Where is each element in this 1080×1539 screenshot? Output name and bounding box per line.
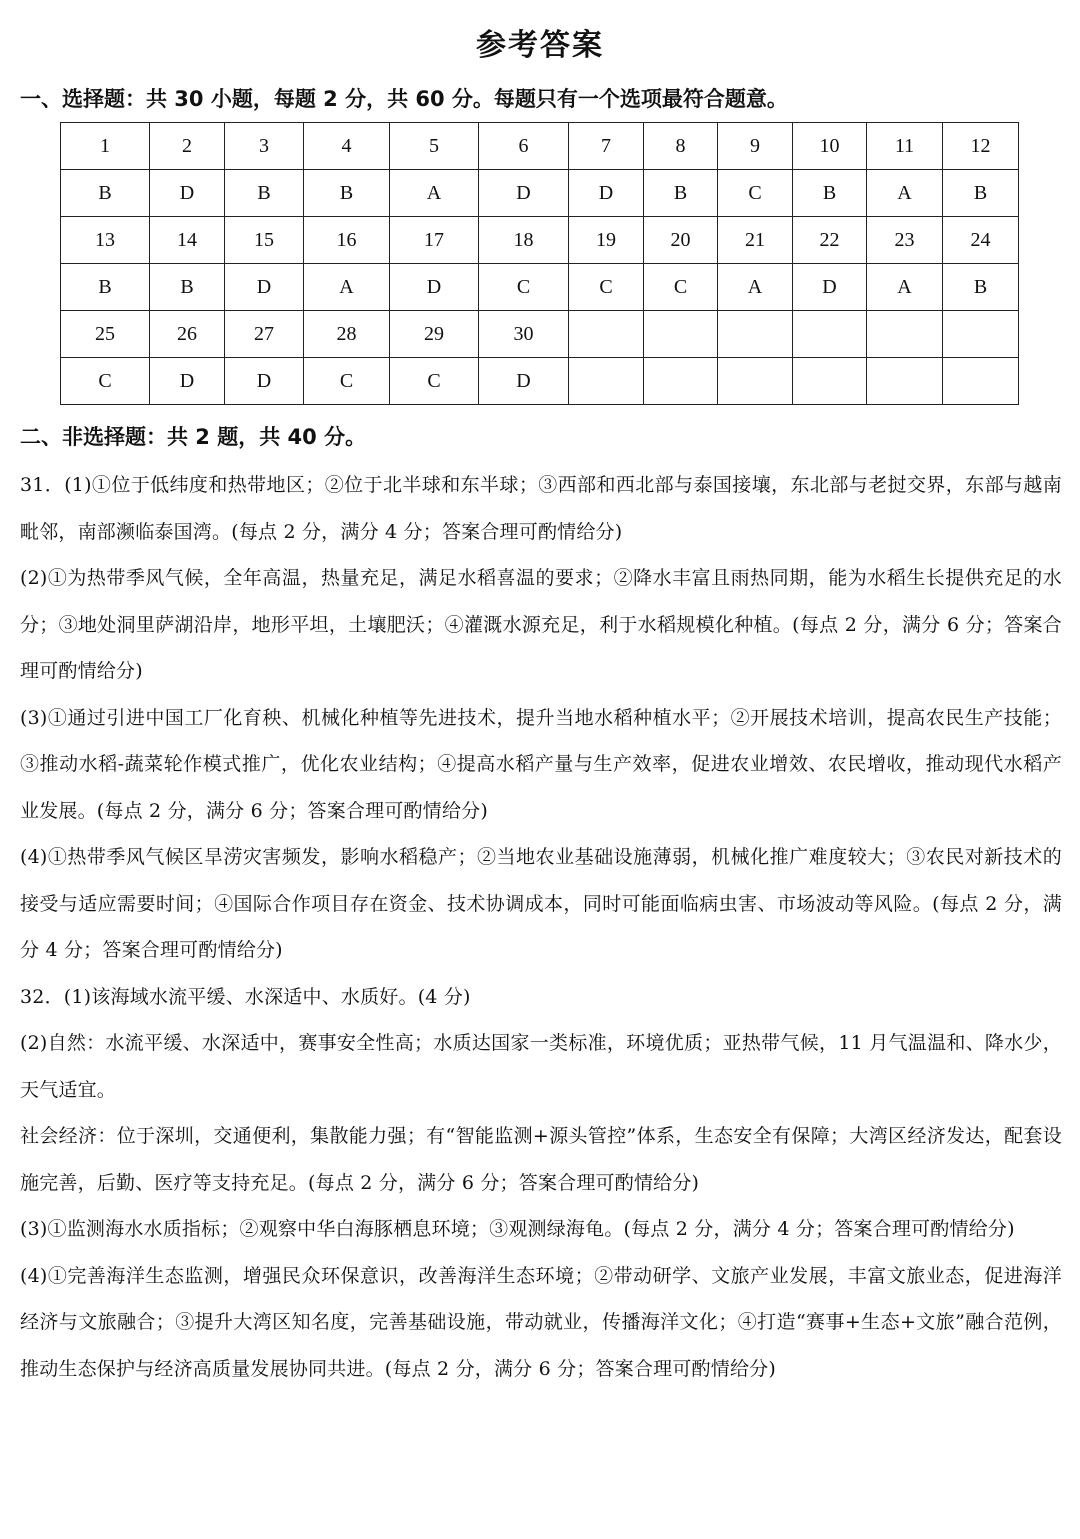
answer-cell: B <box>644 170 718 217</box>
question-number-row <box>61 123 1019 170</box>
answer-cell: D <box>479 358 569 405</box>
answer-cell: C <box>569 264 644 311</box>
answer-table <box>60 122 1019 405</box>
question-number-cell: 7 <box>569 123 644 170</box>
question-number-row <box>61 217 1019 264</box>
question-number-cell: 6 <box>479 123 569 170</box>
question-number-cell <box>867 311 943 358</box>
question-number-cell <box>793 311 867 358</box>
answer-cell: D <box>150 170 225 217</box>
question-number-cell <box>644 311 718 358</box>
answer-cell: B <box>304 170 390 217</box>
answer-cell: C <box>304 358 390 405</box>
answer-cell: D <box>225 358 304 405</box>
answer-cell <box>718 358 793 405</box>
answer-cell <box>943 358 1019 405</box>
answer-cell: D <box>150 358 225 405</box>
answer-cell <box>644 358 718 405</box>
question-number-cell: 16 <box>304 217 390 264</box>
answer-cell: A <box>304 264 390 311</box>
answer-cell: B <box>793 170 867 217</box>
question-number-cell: 18 <box>479 217 569 264</box>
answer-cell: B <box>150 264 225 311</box>
question-number-cell: 3 <box>225 123 304 170</box>
question-number-cell: 8 <box>644 123 718 170</box>
answer-cell: C <box>718 170 793 217</box>
question-number-cell: 10 <box>793 123 867 170</box>
question-number-cell: 13 <box>61 217 150 264</box>
free-response-answers <box>20 462 1062 1392</box>
answer-cell <box>569 358 644 405</box>
section-2-heading: 二、非选择题：共 2 题，共 40 分。 <box>20 425 367 449</box>
answer-cell: B <box>943 264 1019 311</box>
question-number-cell: 9 <box>718 123 793 170</box>
question-number-cell: 11 <box>867 123 943 170</box>
question-number-cell: 27 <box>225 311 304 358</box>
answer-paragraph: (4)①完善海洋生态监测，增强民众环保意识，改善海洋生态环境；②带动研学、文旅产业发展，丰富文旅业态，促进海洋经济与文旅融合；③提升大湾区知名度，完善基础设施，带动就业，传播海洋文化；④打造“赛事+生态+文旅”融合范例，推动生态保护与经济高质量发展协同共进。(每点 2 分，满分 6 分；答案合理可酌情给分) <box>20 1264 1062 1380</box>
answer-paragraph: 社会经济：位于深圳，交通便利，集散能力强；有“智能监测+源头管控”体系，生态安全有保障；大湾区经济发达，配套设施完善，后勤、医疗等支持充足。(每点 2 分，满分 6 分；答案合理可酌情给分) <box>20 1125 1062 1194</box>
answer-cell: B <box>61 264 150 311</box>
answer-row <box>61 170 1019 217</box>
answer-cell: C <box>61 358 150 405</box>
question-number-cell <box>569 311 644 358</box>
answer-table-body <box>61 123 1019 405</box>
question-number-cell: 26 <box>150 311 225 358</box>
answer-cell: A <box>390 170 479 217</box>
question-number-cell: 29 <box>390 311 479 358</box>
question-number-cell: 15 <box>225 217 304 264</box>
answer-row <box>61 358 1019 405</box>
question-number-cell: 17 <box>390 217 479 264</box>
question-number-row <box>61 311 1019 358</box>
question-number-cell: 21 <box>718 217 793 264</box>
answer-cell: D <box>479 170 569 217</box>
question-number-cell: 24 <box>943 217 1019 264</box>
section-1-heading: 一、选择题：共 30 小题，每题 2 分，共 60 分。每题只有一个选项最符合题意。 <box>20 87 788 111</box>
question-number-cell: 1 <box>61 123 150 170</box>
question-number-cell: 23 <box>867 217 943 264</box>
question-number-cell: 20 <box>644 217 718 264</box>
answer-cell: C <box>644 264 718 311</box>
answer-cell: A <box>718 264 793 311</box>
answer-paragraph: (3)①监测海水水质指标；②观察中华白海豚栖息环境；③观测绿海龟。(每点 2 分，满分 4 分；答案合理可酌情给分) <box>20 1218 1015 1240</box>
answer-paragraph: 32．(1)该海域水流平缓、水深适中、水质好。(4 分) <box>20 985 471 1008</box>
answer-cell: B <box>225 170 304 217</box>
answer-cell: B <box>61 170 150 217</box>
question-number-cell: 4 <box>304 123 390 170</box>
answer-cell <box>793 358 867 405</box>
answer-paragraph: (2)①为热带季风气候，全年高温，热量充足，满足水稻喜温的要求；②降水丰富且雨热同期，能为水稻生长提供充足的水分；③地处洞里萨湖沿岸，地形平坦，土壤肥沃；④灌溉水源充足，利于水稻规模化种植。(每点 2 分，满分 6 分；答案合理可酌情给分) <box>20 567 1062 682</box>
answer-paragraph: (2)自然：水流平缓、水深适中，赛事安全性高；水质达国家一类标准，环境优质；亚热带气候，11 月气温温和、降水少，天气适宜。 <box>20 1032 1062 1101</box>
question-number-cell: 5 <box>390 123 479 170</box>
question-number-cell <box>718 311 793 358</box>
answer-paragraph: (3)①通过引进中国工厂化育秧、机械化种植等先进技术，提升当地水稻种植水平；②开展技术培训，提高农民生产技能；③推动水稻-蔬菜轮作模式推广，优化农业结构；④提高水稻产量与生产效率，促进农业增效、农民增收，推动现代水稻产业发展。(每点 2 分，满分 6 分；答案合理可酌情给分) <box>20 706 1062 822</box>
page-title: 参考答案 <box>476 28 604 63</box>
question-number-cell: 19 <box>569 217 644 264</box>
question-number-cell <box>943 311 1019 358</box>
answer-cell: B <box>943 170 1019 217</box>
question-number-cell: 30 <box>479 311 569 358</box>
question-number-cell: 28 <box>304 311 390 358</box>
answer-cell: D <box>390 264 479 311</box>
answer-cell: D <box>569 170 644 217</box>
answer-cell: D <box>225 264 304 311</box>
answer-cell: D <box>793 264 867 311</box>
answer-cell: A <box>867 264 943 311</box>
question-number-cell: 12 <box>943 123 1019 170</box>
question-number-cell: 2 <box>150 123 225 170</box>
answer-cell: A <box>867 170 943 217</box>
answer-cell: C <box>479 264 569 311</box>
answer-paragraph: 31．(1)①位于低纬度和热带地区；②位于北半球和东半球；③西部和西北部与泰国接壤，东北部与老挝交界，东部与越南毗邻，南部濒临泰国湾。(每点 2 分，满分 4 分；答案合理可酌情给分) <box>20 474 1062 543</box>
answer-row <box>61 264 1019 311</box>
answer-cell: C <box>390 358 479 405</box>
answer-cell <box>867 358 943 405</box>
answer-paragraph: (4)①热带季风气候区旱涝灾害频发，影响水稻稳产；②当地农业基础设施薄弱，机械化推广难度较大；③农民对新技术的接受与适应需要时间；④国际合作项目存在资金、技术协调成本，同时可能面临病虫害、市场波动等风险。(每点 2 分，满分 4 分；答案合理可酌情给分) <box>20 846 1062 961</box>
question-number-cell: 25 <box>61 311 150 358</box>
question-number-cell: 22 <box>793 217 867 264</box>
question-number-cell: 14 <box>150 217 225 264</box>
